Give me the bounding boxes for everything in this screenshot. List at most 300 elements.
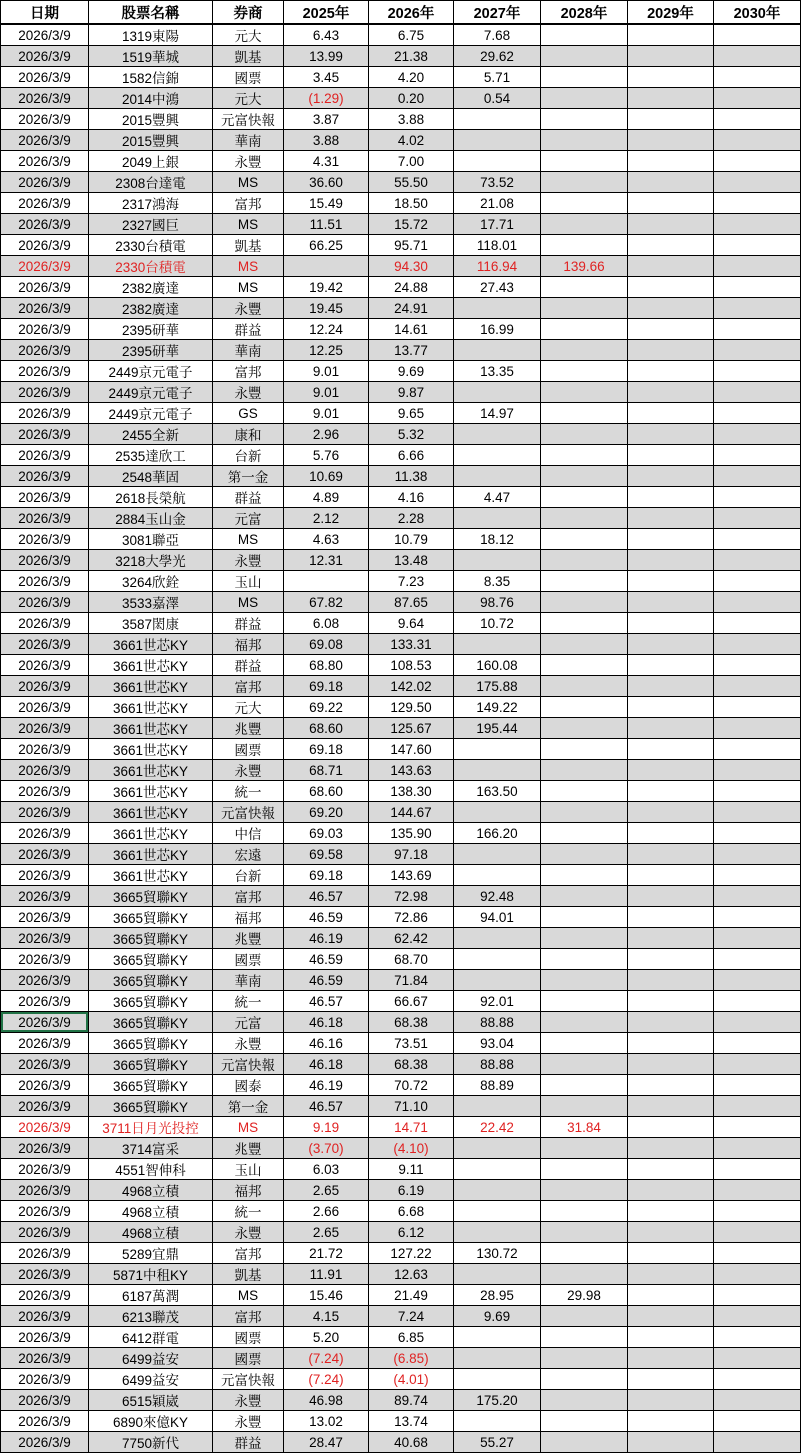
cell-y2030[interactable] <box>714 718 801 739</box>
cell-y2029[interactable] <box>628 844 714 865</box>
cell-y2025[interactable]: 6.08 <box>284 613 369 634</box>
cell-broker[interactable]: 元大 <box>213 88 284 109</box>
cell-y2029[interactable] <box>628 1222 714 1243</box>
cell-y2027[interactable]: 149.22 <box>454 697 541 718</box>
cell-stock[interactable]: 6515穎崴 <box>89 1390 213 1411</box>
cell-y2030[interactable] <box>714 46 801 67</box>
cell-y2026[interactable]: 135.90 <box>369 823 454 844</box>
cell-date[interactable]: 2026/3/9 <box>1 67 89 88</box>
cell-y2029[interactable] <box>628 1075 714 1096</box>
cell-broker[interactable]: 群益 <box>213 319 284 340</box>
cell-y2030[interactable] <box>714 676 801 697</box>
cell-y2025[interactable]: 9.01 <box>284 361 369 382</box>
cell-date[interactable]: 2026/3/9 <box>1 1222 89 1243</box>
cell-y2025[interactable]: 46.57 <box>284 991 369 1012</box>
cell-y2030[interactable] <box>714 970 801 991</box>
cell-stock[interactable]: 3665貿聯KY <box>89 1054 213 1075</box>
cell-stock[interactable]: 1519華城 <box>89 46 213 67</box>
cell-y2028[interactable] <box>541 1306 628 1327</box>
cell-y2027[interactable]: 160.08 <box>454 655 541 676</box>
cell-y2025[interactable]: 46.16 <box>284 1033 369 1054</box>
cell-y2030[interactable] <box>714 550 801 571</box>
cell-y2028[interactable] <box>541 613 628 634</box>
cell-y2028[interactable] <box>541 634 628 655</box>
cell-y2030[interactable] <box>714 424 801 445</box>
cell-y2028[interactable] <box>541 718 628 739</box>
cell-y2029[interactable] <box>628 634 714 655</box>
cell-stock[interactable]: 2330台積電 <box>89 256 213 277</box>
cell-y2028[interactable] <box>541 1159 628 1180</box>
cell-y2030[interactable] <box>714 403 801 424</box>
cell-y2026[interactable]: 24.91 <box>369 298 454 319</box>
cell-broker[interactable]: 永豐 <box>213 298 284 319</box>
cell-y2026[interactable]: 21.38 <box>369 46 454 67</box>
cell-broker[interactable]: 統一 <box>213 1201 284 1222</box>
cell-y2027[interactable]: 28.95 <box>454 1285 541 1306</box>
cell-y2027[interactable] <box>454 634 541 655</box>
cell-y2028[interactable] <box>541 24 628 46</box>
cell-date[interactable]: 2026/3/9 <box>1 760 89 781</box>
cell-y2030[interactable] <box>714 928 801 949</box>
cell-date[interactable]: 2026/3/9 <box>1 1180 89 1201</box>
cell-y2030[interactable] <box>714 529 801 550</box>
cell-broker[interactable]: 元大 <box>213 24 284 46</box>
cell-y2027[interactable] <box>454 970 541 991</box>
cell-stock[interactable]: 2317鴻海 <box>89 193 213 214</box>
cell-y2026[interactable]: 18.50 <box>369 193 454 214</box>
cell-stock[interactable]: 3533嘉澤 <box>89 592 213 613</box>
cell-y2029[interactable] <box>628 760 714 781</box>
cell-y2028[interactable] <box>541 235 628 256</box>
cell-stock[interactable]: 6213聯茂 <box>89 1306 213 1327</box>
cell-y2028[interactable] <box>541 1201 628 1222</box>
cell-broker[interactable]: 凱基 <box>213 1264 284 1285</box>
cell-y2027[interactable]: 163.50 <box>454 781 541 802</box>
cell-stock[interactable]: 5871中租KY <box>89 1264 213 1285</box>
cell-y2028[interactable] <box>541 508 628 529</box>
cell-y2026[interactable]: 6.75 <box>369 24 454 46</box>
cell-broker[interactable]: 凱基 <box>213 235 284 256</box>
cell-y2025[interactable]: 4.63 <box>284 529 369 550</box>
cell-y2025[interactable]: 13.99 <box>284 46 369 67</box>
cell-y2026[interactable]: 144.67 <box>369 802 454 823</box>
cell-y2030[interactable] <box>714 1327 801 1348</box>
cell-broker[interactable]: 元富快報 <box>213 802 284 823</box>
cell-y2028[interactable] <box>541 1390 628 1411</box>
cell-y2029[interactable] <box>628 907 714 928</box>
cell-broker[interactable]: 富邦 <box>213 676 284 697</box>
cell-y2027[interactable] <box>454 1201 541 1222</box>
cell-date[interactable]: 2026/3/9 <box>1 991 89 1012</box>
cell-y2026[interactable]: 72.86 <box>369 907 454 928</box>
cell-y2030[interactable] <box>714 1201 801 1222</box>
cell-broker[interactable]: 群益 <box>213 487 284 508</box>
cell-y2028[interactable] <box>541 193 628 214</box>
cell-y2026[interactable]: (4.01) <box>369 1369 454 1390</box>
cell-y2027[interactable]: 7.68 <box>454 24 541 46</box>
cell-broker[interactable]: 元大 <box>213 697 284 718</box>
cell-stock[interactable]: 2308台達電 <box>89 172 213 193</box>
cell-y2025[interactable]: 2.66 <box>284 1201 369 1222</box>
cell-y2027[interactable]: 10.72 <box>454 613 541 634</box>
cell-y2028[interactable] <box>541 1138 628 1159</box>
cell-y2030[interactable] <box>714 319 801 340</box>
cell-y2030[interactable] <box>714 1285 801 1306</box>
cell-y2028[interactable] <box>541 466 628 487</box>
cell-y2026[interactable]: 9.65 <box>369 403 454 424</box>
cell-y2026[interactable]: 7.24 <box>369 1306 454 1327</box>
cell-y2029[interactable] <box>628 151 714 172</box>
cell-date[interactable]: 2026/3/9 <box>1 1096 89 1117</box>
cell-y2028[interactable] <box>541 1243 628 1264</box>
cell-y2027[interactable] <box>454 802 541 823</box>
cell-stock[interactable]: 2449京元電子 <box>89 403 213 424</box>
cell-date[interactable]: 2026/3/9 <box>1 1075 89 1096</box>
cell-stock[interactable]: 3081聯亞 <box>89 529 213 550</box>
cell-date[interactable]: 2026/3/9 <box>1 109 89 130</box>
cell-broker[interactable]: 富邦 <box>213 886 284 907</box>
cell-y2029[interactable] <box>628 550 714 571</box>
cell-broker[interactable]: 元富 <box>213 508 284 529</box>
cell-stock[interactable]: 3661世芯KY <box>89 865 213 886</box>
cell-date[interactable]: 2026/3/9 <box>1 1327 89 1348</box>
column-header-2029[interactable]: 2029年 <box>628 1 714 25</box>
cell-y2030[interactable] <box>714 1432 801 1453</box>
column-header-broker[interactable]: 券商 <box>213 1 284 25</box>
cell-y2029[interactable] <box>628 1033 714 1054</box>
cell-stock[interactable]: 7750新代 <box>89 1432 213 1453</box>
cell-date[interactable]: 2026/3/9 <box>1 88 89 109</box>
cell-y2025[interactable]: 2.65 <box>284 1180 369 1201</box>
cell-y2030[interactable] <box>714 445 801 466</box>
cell-y2029[interactable] <box>628 256 714 277</box>
cell-y2025[interactable]: (7.24) <box>284 1348 369 1369</box>
cell-y2030[interactable] <box>714 907 801 928</box>
cell-broker[interactable]: 元富快報 <box>213 1369 284 1390</box>
cell-y2028[interactable] <box>541 151 628 172</box>
cell-broker[interactable]: 康和 <box>213 424 284 445</box>
cell-y2030[interactable] <box>714 1243 801 1264</box>
cell-broker[interactable]: 永豐 <box>213 1033 284 1054</box>
cell-y2029[interactable] <box>628 886 714 907</box>
cell-stock[interactable]: 2455全新 <box>89 424 213 445</box>
cell-stock[interactable]: 2330台積電 <box>89 235 213 256</box>
cell-y2026[interactable]: 6.12 <box>369 1222 454 1243</box>
cell-y2029[interactable] <box>628 508 714 529</box>
cell-y2025[interactable]: 4.89 <box>284 487 369 508</box>
cell-y2030[interactable] <box>714 844 801 865</box>
cell-date[interactable]: 2026/3/9 <box>1 865 89 886</box>
cell-y2026[interactable]: 13.48 <box>369 550 454 571</box>
cell-y2029[interactable] <box>628 676 714 697</box>
cell-y2027[interactable] <box>454 424 541 445</box>
cell-y2026[interactable]: 9.64 <box>369 613 454 634</box>
cell-y2029[interactable] <box>628 1243 714 1264</box>
cell-y2025[interactable]: 46.59 <box>284 907 369 928</box>
cell-y2025[interactable]: 66.25 <box>284 235 369 256</box>
cell-broker[interactable]: 福邦 <box>213 1180 284 1201</box>
cell-y2029[interactable] <box>628 718 714 739</box>
cell-stock[interactable]: 3661世芯KY <box>89 844 213 865</box>
cell-y2028[interactable] <box>541 886 628 907</box>
cell-y2030[interactable] <box>714 991 801 1012</box>
cell-date[interactable]: 2026/3/9 <box>1 697 89 718</box>
cell-stock[interactable]: 3661世芯KY <box>89 739 213 760</box>
cell-stock[interactable]: 3665貿聯KY <box>89 1012 213 1033</box>
cell-stock[interactable]: 3665貿聯KY <box>89 886 213 907</box>
cell-y2028[interactable] <box>541 1012 628 1033</box>
cell-y2029[interactable] <box>628 1348 714 1369</box>
cell-y2029[interactable] <box>628 193 714 214</box>
cell-date[interactable]: 2026/3/9 <box>1 24 89 46</box>
cell-y2026[interactable]: 108.53 <box>369 655 454 676</box>
cell-y2026[interactable]: 62.42 <box>369 928 454 949</box>
cell-broker[interactable]: 群益 <box>213 613 284 634</box>
cell-y2028[interactable]: 29.98 <box>541 1285 628 1306</box>
cell-broker[interactable]: 永豐 <box>213 1390 284 1411</box>
cell-y2028[interactable] <box>541 1033 628 1054</box>
cell-date[interactable]: 2026/3/9 <box>1 466 89 487</box>
cell-y2028[interactable] <box>541 655 628 676</box>
cell-y2029[interactable] <box>628 1369 714 1390</box>
cell-broker[interactable]: MS <box>213 214 284 235</box>
column-header-2030[interactable]: 2030年 <box>714 1 801 25</box>
cell-y2030[interactable] <box>714 1348 801 1369</box>
cell-date[interactable]: 2026/3/9 <box>1 1264 89 1285</box>
cell-date[interactable]: 2026/3/9 <box>1 1411 89 1432</box>
cell-y2026[interactable]: 13.74 <box>369 1411 454 1432</box>
cell-y2026[interactable]: 68.38 <box>369 1012 454 1033</box>
cell-date[interactable]: 2026/3/9 <box>1 424 89 445</box>
cell-broker[interactable]: MS <box>213 277 284 298</box>
cell-date[interactable]: 2026/3/9 <box>1 361 89 382</box>
cell-y2029[interactable] <box>628 319 714 340</box>
cell-stock[interactable]: 3587閎康 <box>89 613 213 634</box>
cell-y2029[interactable] <box>628 277 714 298</box>
cell-broker[interactable]: MS <box>213 529 284 550</box>
cell-y2027[interactable]: 0.54 <box>454 88 541 109</box>
cell-y2028[interactable] <box>541 361 628 382</box>
cell-y2025[interactable]: 3.87 <box>284 109 369 130</box>
cell-y2027[interactable]: 8.35 <box>454 571 541 592</box>
cell-y2028[interactable] <box>541 1222 628 1243</box>
cell-y2030[interactable] <box>714 697 801 718</box>
cell-y2026[interactable]: 7.00 <box>369 151 454 172</box>
cell-y2030[interactable] <box>714 172 801 193</box>
cell-y2029[interactable] <box>628 46 714 67</box>
cell-y2029[interactable] <box>628 991 714 1012</box>
cell-y2027[interactable]: 16.99 <box>454 319 541 340</box>
cell-y2027[interactable]: 17.71 <box>454 214 541 235</box>
cell-y2030[interactable] <box>714 1033 801 1054</box>
cell-y2027[interactable] <box>454 739 541 760</box>
cell-stock[interactable]: 3661世芯KY <box>89 760 213 781</box>
cell-y2028[interactable] <box>541 823 628 844</box>
cell-y2025[interactable]: 5.76 <box>284 445 369 466</box>
cell-stock[interactable]: 2015豐興 <box>89 109 213 130</box>
cell-y2026[interactable]: 9.87 <box>369 382 454 403</box>
cell-broker[interactable]: 統一 <box>213 781 284 802</box>
cell-y2026[interactable]: 13.77 <box>369 340 454 361</box>
cell-y2026[interactable]: 143.63 <box>369 760 454 781</box>
cell-y2028[interactable] <box>541 109 628 130</box>
cell-date[interactable]: 2026/3/9 <box>1 718 89 739</box>
cell-y2029[interactable] <box>628 109 714 130</box>
cell-y2026[interactable]: 15.72 <box>369 214 454 235</box>
cell-broker[interactable]: 富邦 <box>213 1243 284 1264</box>
cell-date[interactable]: 2026/3/9 <box>1 1117 89 1138</box>
cell-y2030[interactable] <box>714 193 801 214</box>
cell-y2028[interactable] <box>541 88 628 109</box>
cell-y2028[interactable] <box>541 67 628 88</box>
cell-stock[interactable]: 3661世芯KY <box>89 823 213 844</box>
cell-y2026[interactable]: 142.02 <box>369 676 454 697</box>
cell-date[interactable]: 2026/3/9 <box>1 613 89 634</box>
cell-y2028[interactable] <box>541 928 628 949</box>
cell-y2026[interactable]: 7.23 <box>369 571 454 592</box>
cell-y2027[interactable]: 118.01 <box>454 235 541 256</box>
cell-y2028[interactable] <box>541 1432 628 1453</box>
column-header-2025[interactable]: 2025年 <box>284 1 369 25</box>
cell-y2029[interactable] <box>628 697 714 718</box>
cell-y2029[interactable] <box>628 1138 714 1159</box>
cell-y2028[interactable] <box>541 298 628 319</box>
cell-stock[interactable]: 6890來億KY <box>89 1411 213 1432</box>
cell-date[interactable]: 2026/3/9 <box>1 655 89 676</box>
cell-y2030[interactable] <box>714 1075 801 1096</box>
cell-stock[interactable]: 2382廣達 <box>89 298 213 319</box>
cell-y2025[interactable]: 67.82 <box>284 592 369 613</box>
cell-y2027[interactable] <box>454 550 541 571</box>
cell-stock[interactable]: 2449京元電子 <box>89 361 213 382</box>
cell-y2029[interactable] <box>628 88 714 109</box>
cell-y2025[interactable]: (7.24) <box>284 1369 369 1390</box>
cell-y2025[interactable] <box>284 256 369 277</box>
cell-stock[interactable]: 3665貿聯KY <box>89 991 213 1012</box>
cell-y2028[interactable] <box>541 46 628 67</box>
cell-date[interactable]: 2026/3/9 <box>1 823 89 844</box>
cell-date[interactable]: 2026/3/9 <box>1 1054 89 1075</box>
cell-y2029[interactable] <box>628 1327 714 1348</box>
cell-y2026[interactable]: 4.20 <box>369 67 454 88</box>
cell-date[interactable]: 2026/3/9 <box>1 340 89 361</box>
cell-stock[interactable]: 2395研華 <box>89 340 213 361</box>
cell-date[interactable]: 2026/3/9 <box>1 445 89 466</box>
cell-stock[interactable]: 2049上銀 <box>89 151 213 172</box>
cell-y2029[interactable] <box>628 1306 714 1327</box>
cell-y2025[interactable]: 19.45 <box>284 298 369 319</box>
cell-y2027[interactable]: 55.27 <box>454 1432 541 1453</box>
cell-y2025[interactable]: 10.69 <box>284 466 369 487</box>
cell-y2029[interactable] <box>628 340 714 361</box>
cell-broker[interactable]: MS <box>213 592 284 613</box>
cell-y2026[interactable]: 11.38 <box>369 466 454 487</box>
cell-y2025[interactable]: 69.18 <box>284 676 369 697</box>
cell-y2025[interactable]: 15.49 <box>284 193 369 214</box>
cell-stock[interactable]: 6412群電 <box>89 1327 213 1348</box>
cell-y2030[interactable] <box>714 634 801 655</box>
cell-stock[interactable]: 3661世芯KY <box>89 697 213 718</box>
cell-y2029[interactable] <box>628 1285 714 1306</box>
cell-y2025[interactable]: 15.46 <box>284 1285 369 1306</box>
cell-y2030[interactable] <box>714 949 801 970</box>
cell-broker[interactable]: 玉山 <box>213 571 284 592</box>
cell-y2027[interactable]: 18.12 <box>454 529 541 550</box>
cell-y2029[interactable] <box>628 802 714 823</box>
cell-y2025[interactable]: 6.43 <box>284 24 369 46</box>
cell-broker[interactable]: 福邦 <box>213 907 284 928</box>
cell-stock[interactable]: 3665貿聯KY <box>89 949 213 970</box>
cell-y2026[interactable]: 68.38 <box>369 1054 454 1075</box>
cell-date[interactable]: 2026/3/9 <box>1 193 89 214</box>
cell-broker[interactable]: GS <box>213 403 284 424</box>
cell-y2026[interactable]: 73.51 <box>369 1033 454 1054</box>
cell-y2025[interactable]: 69.20 <box>284 802 369 823</box>
cell-y2025[interactable]: 46.18 <box>284 1012 369 1033</box>
cell-y2026[interactable]: 4.02 <box>369 130 454 151</box>
cell-y2026[interactable]: 12.63 <box>369 1264 454 1285</box>
cell-y2029[interactable] <box>628 928 714 949</box>
cell-y2028[interactable] <box>541 865 628 886</box>
cell-y2027[interactable] <box>454 1369 541 1390</box>
cell-y2028[interactable] <box>541 781 628 802</box>
cell-y2025[interactable]: 3.88 <box>284 130 369 151</box>
cell-y2026[interactable]: 95.71 <box>369 235 454 256</box>
cell-y2026[interactable]: 6.85 <box>369 1327 454 1348</box>
cell-y2025[interactable]: 46.19 <box>284 928 369 949</box>
cell-broker[interactable]: 永豐 <box>213 151 284 172</box>
cell-y2025[interactable]: 12.24 <box>284 319 369 340</box>
cell-y2027[interactable] <box>454 1348 541 1369</box>
cell-y2026[interactable]: 55.50 <box>369 172 454 193</box>
cell-stock[interactable]: 2382廣達 <box>89 277 213 298</box>
cell-y2028[interactable] <box>541 1264 628 1285</box>
cell-broker[interactable]: 永豐 <box>213 1411 284 1432</box>
cell-y2030[interactable] <box>714 24 801 46</box>
cell-stock[interactable]: 3665貿聯KY <box>89 970 213 991</box>
cell-stock[interactable]: 3218大學光 <box>89 550 213 571</box>
cell-broker[interactable]: 國泰 <box>213 1075 284 1096</box>
cell-y2027[interactable] <box>454 151 541 172</box>
cell-broker[interactable]: 元富 <box>213 1012 284 1033</box>
cell-broker[interactable]: MS <box>213 172 284 193</box>
cell-y2025[interactable]: 11.91 <box>284 1264 369 1285</box>
cell-y2030[interactable] <box>714 760 801 781</box>
cell-y2030[interactable] <box>714 1390 801 1411</box>
cell-broker[interactable]: 元富快報 <box>213 109 284 130</box>
cell-y2025[interactable]: 28.47 <box>284 1432 369 1453</box>
cell-y2027[interactable]: 4.47 <box>454 487 541 508</box>
cell-date[interactable]: 2026/3/9 <box>1 298 89 319</box>
cell-y2027[interactable] <box>454 928 541 949</box>
cell-y2028[interactable] <box>541 1054 628 1075</box>
cell-y2025[interactable]: 21.72 <box>284 1243 369 1264</box>
cell-y2030[interactable] <box>714 1054 801 1075</box>
cell-y2025[interactable]: 13.02 <box>284 1411 369 1432</box>
cell-y2026[interactable]: 133.31 <box>369 634 454 655</box>
cell-y2027[interactable] <box>454 508 541 529</box>
cell-broker[interactable]: 凱基 <box>213 46 284 67</box>
cell-y2026[interactable]: 21.49 <box>369 1285 454 1306</box>
cell-y2029[interactable] <box>628 424 714 445</box>
cell-y2027[interactable] <box>454 1264 541 1285</box>
cell-stock[interactable]: 3665貿聯KY <box>89 1075 213 1096</box>
cell-date[interactable]: 2026/3/9 <box>1 235 89 256</box>
cell-y2027[interactable]: 29.62 <box>454 46 541 67</box>
cell-y2029[interactable] <box>628 949 714 970</box>
cell-y2029[interactable] <box>628 739 714 760</box>
cell-y2026[interactable]: 6.66 <box>369 445 454 466</box>
